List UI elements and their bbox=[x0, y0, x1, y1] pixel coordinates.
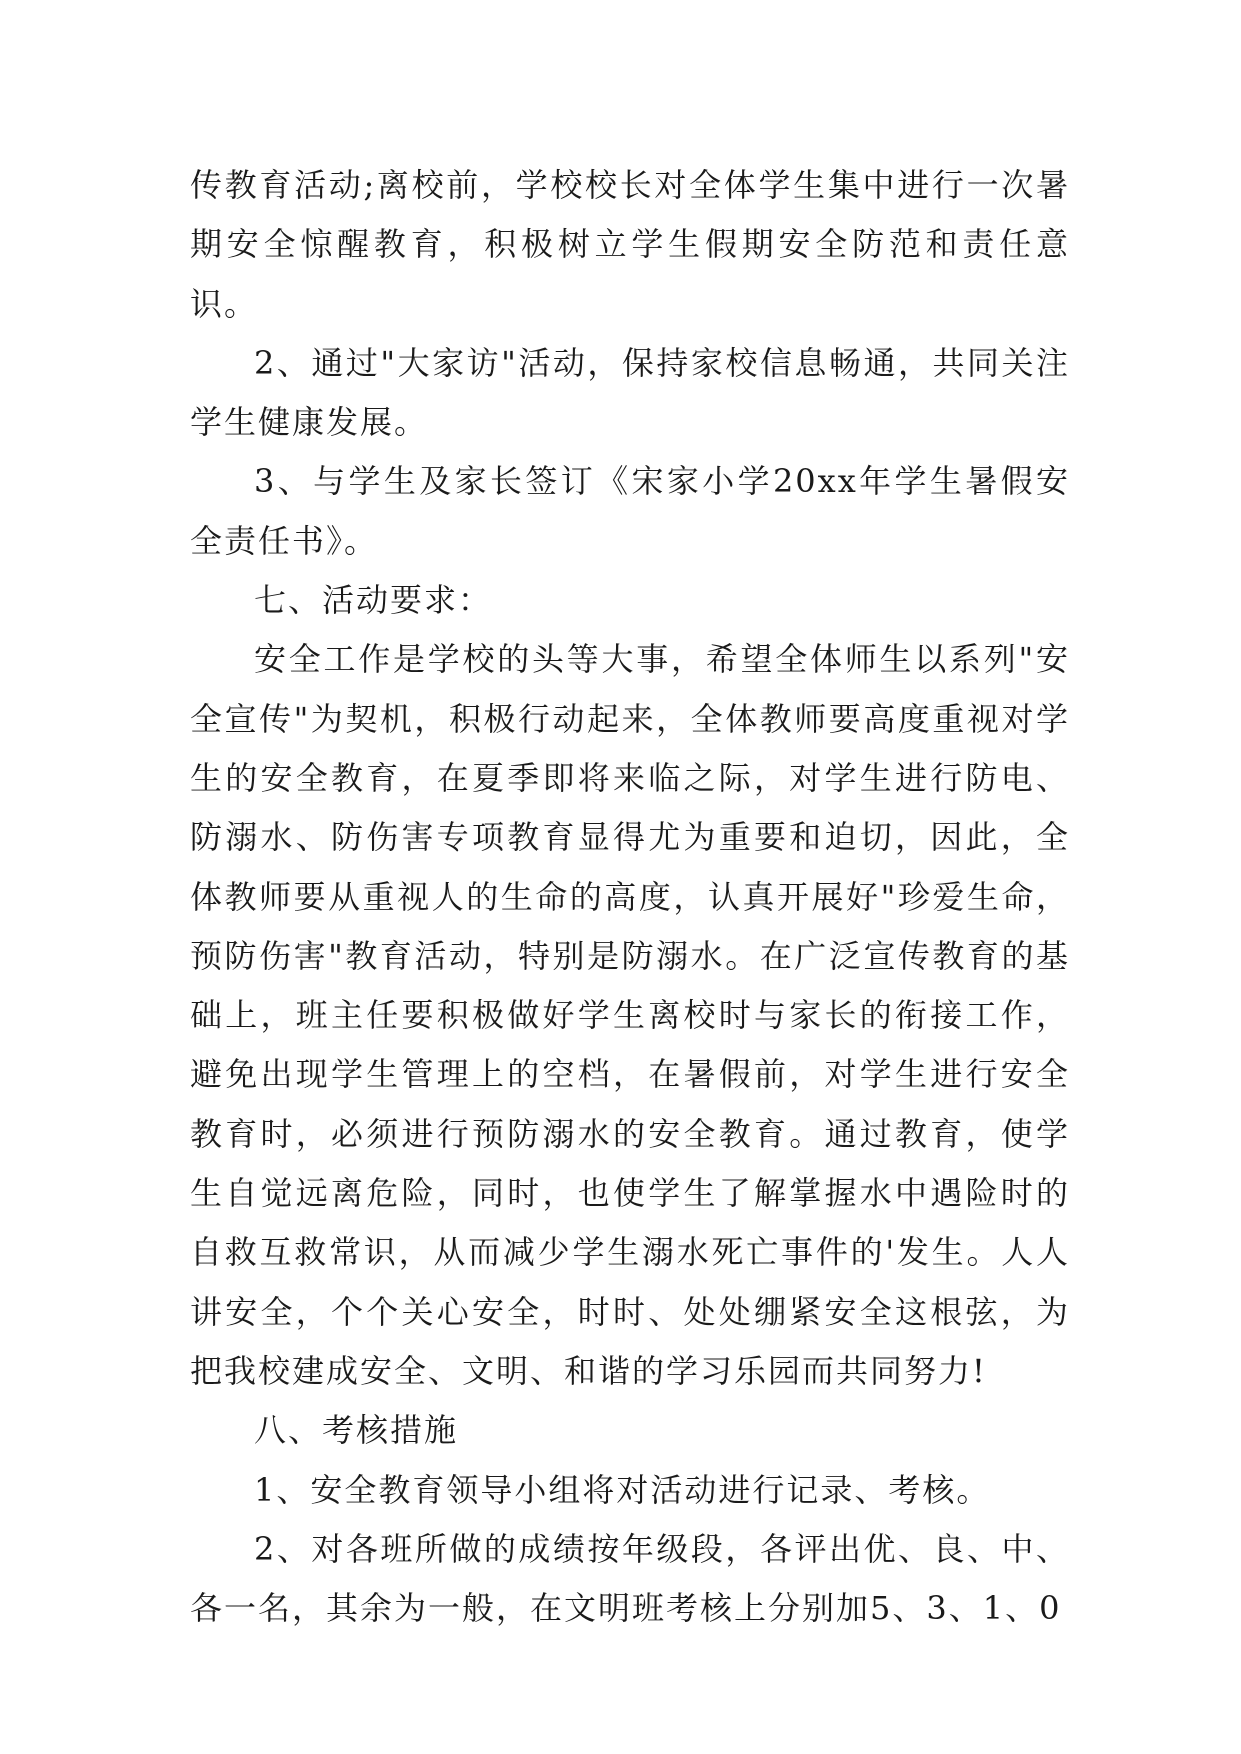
paragraph-intro-continuation: 传教育活动;离校前，学校校长对全体学生集中进行一次暑期安全惊醒教育，积极树立学生假期安全防范和责任意识。 bbox=[190, 166, 1070, 323]
paragraph-item-3-safety-pledge: 3、与学生及家长签订《宋家小学20xx年学生暑假安全责任书》。 bbox=[190, 462, 1070, 560]
section-heading-activity-requirements: 七、活动要求： bbox=[254, 581, 493, 620]
paragraph-item-2-home-visits: 2、通过"大家访"活动，保持家校信息畅通，共同关注学生健康发展。 bbox=[190, 343, 1070, 442]
document-body bbox=[190, 156, 1070, 1638]
section-heading-assessment-measures: 八、考核措施 bbox=[254, 1411, 459, 1450]
paragraph-assessment-item-2: 2、对各班所做的成绩按年级段，各评出优、良、中、各一名，其余为一般，在文明班考核上分别加5、3、1、0 bbox=[190, 1529, 1070, 1628]
paragraph-assessment-item-1: 1、安全教育领导小组将对活动进行记录、考核。 bbox=[254, 1470, 991, 1509]
paragraph-activity-requirements-body: 安全工作是学校的头等大事，希望全体师生以系列"安全宣传"为契机，积极行动起来，全体教师要高度重视对学生的安全教育，在夏季即将来临之际，对学生进行防电、防溺水、防伤害专项教育显得尤为重要和迫切，因此，全体教师要从重视人的生命的高度，认真开展好"珍爱生命，预防伤害"教育活动，特别是防溺水。在广泛宣传教育的基础上，班主任要积极做好学生离校时与家长的衔接工作，避免出现学生管理上的空档，在暑假前，对学生进行安全教育时，必须进行预防溺水的安全教育。通过教育，使学生自觉远离危险，同时，也使学生了解掌握水中遇险时的自救互救常识，从而减少学生溺水死亡事件的'发生。人人讲安全，个个关心安全，时时、处处绷紧安全这根弦，为把我校建成安全、文明、和谐的学习乐园而共同努力! bbox=[190, 640, 1070, 1390]
